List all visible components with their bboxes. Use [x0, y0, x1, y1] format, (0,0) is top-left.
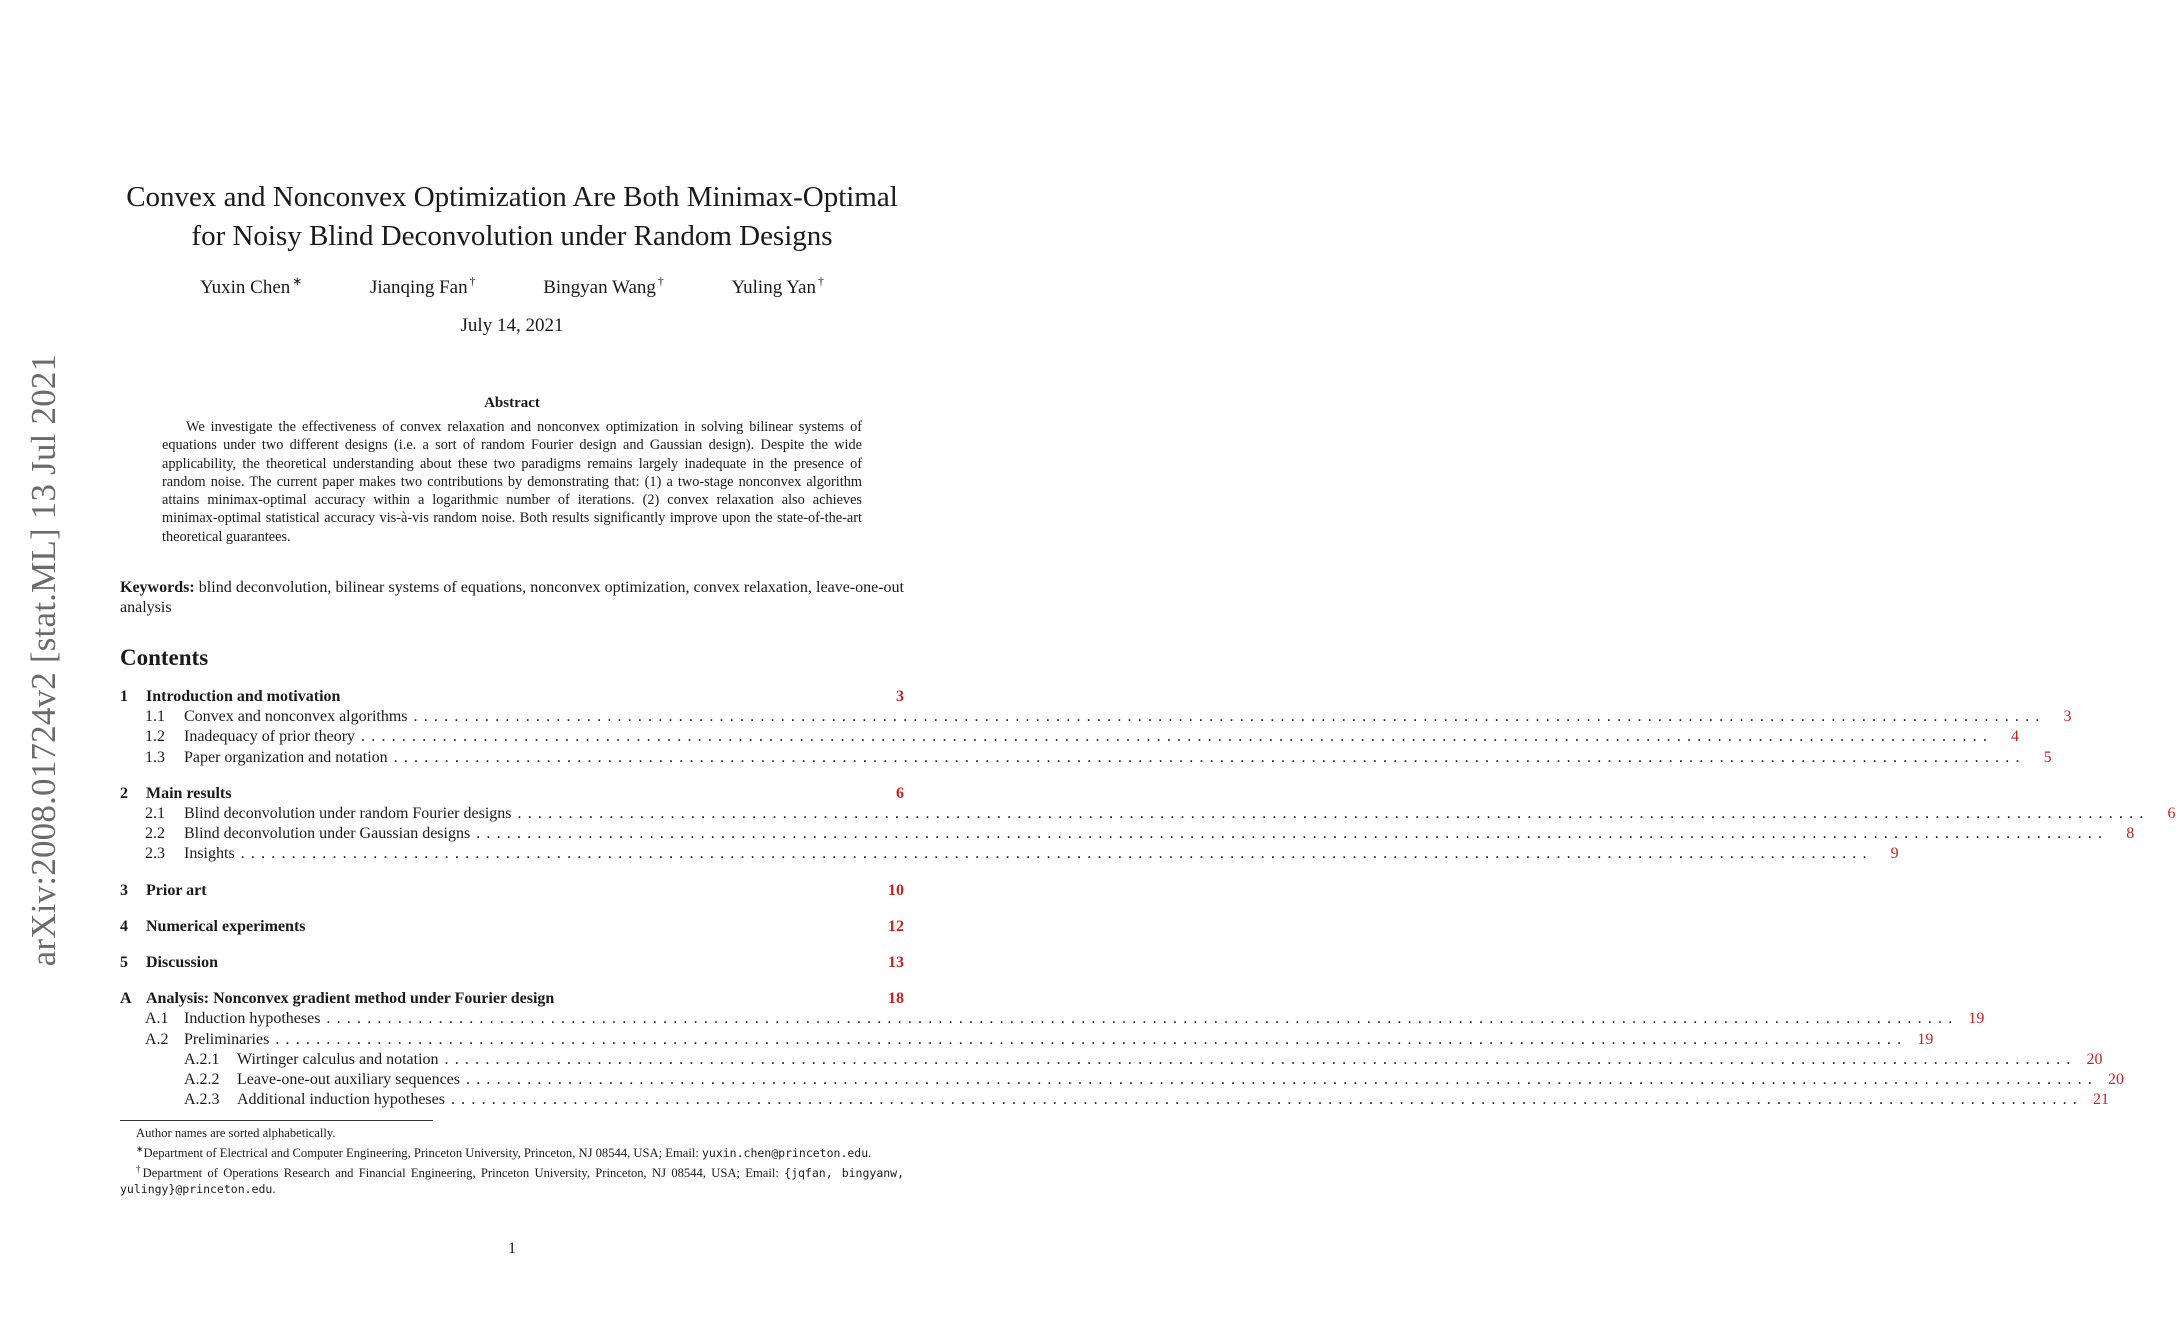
toc-page-link[interactable]: 6: [2167, 805, 2176, 822]
toc-page-link[interactable]: 18: [888, 990, 904, 1008]
toc-entry-label: Blind deconvolution under random Fourier designs: [184, 805, 512, 822]
toc-entry-label: Induction hypotheses: [184, 1010, 321, 1028]
toc-page-link[interactable]: 19: [1968, 1010, 1985, 1028]
toc-entry-number: A.2: [145, 1030, 169, 1048]
toc-entry[interactable]: [120, 728, 2020, 748]
toc-entry-number: A.1: [145, 1010, 169, 1028]
toc-leader-dots: ................................................................................................................................................................: [413, 708, 2046, 726]
title-line-1: Convex and Nonconvex Optimization Are Both Minimax-Optimal: [126, 181, 898, 213]
author: Yuxin Chen ∗: [200, 274, 303, 298]
keywords: [120, 578, 904, 618]
toc-page-link[interactable]: 19: [1917, 1030, 1934, 1048]
footnote-author-order: Author names are sorted alphabetically.: [136, 1126, 336, 1140]
toc-entry[interactable]: [120, 1071, 2125, 1091]
footnote-1: ∗Department of Electrical and Computer Engineering, Princeton University, Princeton, NJ 08544, USA; Email: yuxin.chen@princeton.edu.: [136, 1144, 872, 1160]
toc-leader-dots: ................................................................................................................................................................: [476, 825, 2109, 843]
abstract-text: We investigate the effectiveness of convex relaxation and nonconvex optimization in solving bilinear systems of equations under two different designs (i.e. a sort of random Fourier design and Gaussian design). Despite the wide applicability, the theoretical understanding about these two paradigms remains largely inadequate in the presence of random noise. The current paper makes two contributions by demonstrating that: (1) a two-stage nonconvex algorithm attains minimax-optimal accuracy within a logarithmic number of iterations. (2) convex relaxation also achieves minimax-optimal statistical accuracy vis-à-vis random noise. Both results significantly improve upon the state-of-the-art theoretical guarantees.: [162, 419, 862, 545]
toc-entry-label: Wirtinger calculus and notation: [237, 1050, 439, 1068]
toc-entry[interactable]: [120, 785, 904, 805]
toc-entry-number: 1.1: [145, 708, 165, 726]
toc-leader-dots: ................................................................................................................................................................: [517, 805, 2150, 822]
toc-entry-label: Inadequacy of prior theory: [184, 728, 356, 746]
email-link[interactable]: yuxin.chen@princeton.edu: [701, 1146, 869, 1160]
author: Yuling Yan †: [731, 274, 824, 298]
toc-leader-dots: ................................................................................................................................................................: [444, 1050, 2077, 1068]
contents-heading: Contents: [120, 645, 209, 670]
toc-page-link[interactable]: 12: [888, 917, 904, 935]
keywords-text: blind deconvolution, bilinear systems of equations, nonconvex optimization, convex relaxation, leave-one-out analysis: [120, 579, 904, 616]
toc-leader-dots: ................................................................................................................................................................: [450, 1091, 2083, 1109]
toc-entry[interactable]: [120, 845, 1899, 865]
paper-title: [100, 178, 924, 256]
toc-page-link[interactable]: 4: [2011, 728, 2020, 746]
toc-page-link[interactable]: 13: [888, 954, 904, 971]
toc-entry[interactable]: [120, 990, 904, 1010]
toc-entry-label: Analysis: Nonconvex gradient method under Fourier design: [146, 990, 555, 1008]
toc-leader-dots: ................................................................................................................................................................: [361, 728, 1994, 746]
toc-entry-label: Leave-one-out auxiliary sequences: [237, 1071, 461, 1088]
toc-leader-dots: ................................................................................................................................................................: [466, 1071, 2099, 1088]
toc-entry[interactable]: [120, 1010, 1985, 1030]
toc-entry[interactable]: [120, 1091, 2109, 1111]
arxiv-stamp-text: arXiv:2008.01724v2 [stat.ML] 13 Jul 2021: [24, 353, 63, 967]
toc-leader-dots: ................................................................................................................................................................: [240, 845, 1873, 863]
toc-entry-number: A.2.3: [184, 1091, 220, 1109]
toc-entry-number: 2.2: [145, 825, 165, 843]
toc-entry[interactable]: [120, 1050, 2103, 1071]
toc-entry[interactable]: [120, 1030, 1934, 1051]
toc-entry-label: Prior art: [146, 881, 207, 899]
toc-entry-number: A.2.1: [184, 1050, 220, 1068]
toc-entry-number: 2.1: [145, 805, 165, 822]
toc-entry-label: Insights: [184, 845, 235, 863]
toc-entry-label: Blind deconvolution under Gaussian designs: [184, 825, 471, 843]
toc-entry[interactable]: [120, 825, 2135, 845]
toc-page-link[interactable]: 21: [2092, 1091, 2109, 1109]
toc-entry-number: 1.3: [145, 748, 165, 766]
toc-entry[interactable]: [120, 918, 904, 938]
toc-page-link[interactable]: 3: [2063, 708, 2072, 726]
toc-entry-number: 4: [120, 917, 128, 935]
author-list: [200, 274, 824, 299]
toc-entry[interactable]: [120, 688, 904, 708]
toc-leader-dots: ................................................................................................................................................................: [326, 1010, 1959, 1028]
keywords-label: Keywords:: [120, 579, 195, 596]
toc-entry-label: Paper organization and notation: [184, 748, 388, 766]
title-line-2: for Noisy Blind Deconvolution under Random Designs: [191, 220, 833, 252]
toc-entry-label: Convex and nonconvex algorithms: [184, 708, 408, 726]
toc-page-link[interactable]: 6: [896, 784, 904, 802]
toc-entry-label: Numerical experiments: [146, 917, 306, 935]
author: Bingyan Wang †: [543, 274, 664, 298]
toc-page-link[interactable]: 10: [888, 881, 904, 899]
toc-entry-label: Additional induction hypotheses: [237, 1091, 445, 1109]
abstract-heading: Abstract: [484, 395, 540, 411]
toc-entry-label: Preliminaries: [184, 1030, 270, 1048]
toc-entry-number: 1: [120, 688, 128, 705]
toc-entry[interactable]: [120, 805, 2176, 825]
toc-entry-number: 2.3: [145, 845, 165, 863]
toc-entry-number: A.2.2: [184, 1071, 220, 1088]
toc-page-link[interactable]: 5: [2043, 748, 2052, 766]
toc-page-link[interactable]: 20: [2086, 1050, 2103, 1068]
page-number: 1: [508, 1240, 516, 1257]
toc-leader-dots: ................................................................................................................................................................: [393, 748, 2026, 766]
toc-entry-number: 2: [120, 784, 128, 802]
toc-page-link[interactable]: 20: [2108, 1071, 2125, 1088]
footnote-2: †Department of Operations Research and Financial Engineering, Princeton University, Princeton, NJ 08544, USA; Email: {jqfan, bingyanw, yulingy}@princeton.edu.: [120, 1164, 905, 1196]
toc-entry-number: A: [120, 990, 132, 1008]
toc-entry-number: 1.2: [145, 728, 165, 746]
toc-page-link[interactable]: 8: [2126, 825, 2135, 843]
toc-entry[interactable]: [120, 954, 904, 974]
toc-entry-label: Main results: [146, 784, 232, 802]
toc-entry[interactable]: [120, 708, 2072, 728]
paper-date: July 14, 2021: [460, 315, 564, 336]
toc-page-link[interactable]: 9: [1890, 845, 1899, 863]
footnote-divider: [120, 1120, 433, 1121]
toc-entry[interactable]: [120, 882, 904, 902]
toc-leader-dots: ................................................................................................................................................................: [275, 1030, 1908, 1048]
toc-page-link[interactable]: 3: [896, 688, 904, 705]
toc-entry-label: Discussion: [146, 954, 219, 971]
email-link[interactable]: {jqfan, bingyanw, yulingy}@princeton.edu: [120, 1166, 905, 1196]
author: Jianqing Fan †: [369, 274, 476, 298]
footnotes: [120, 1125, 904, 1197]
toc-entry[interactable]: [120, 748, 2052, 769]
toc-entry-number: 3: [120, 881, 128, 899]
toc-entry-number: 5: [120, 954, 128, 971]
toc-entry-label: Introduction and motivation: [146, 688, 341, 705]
